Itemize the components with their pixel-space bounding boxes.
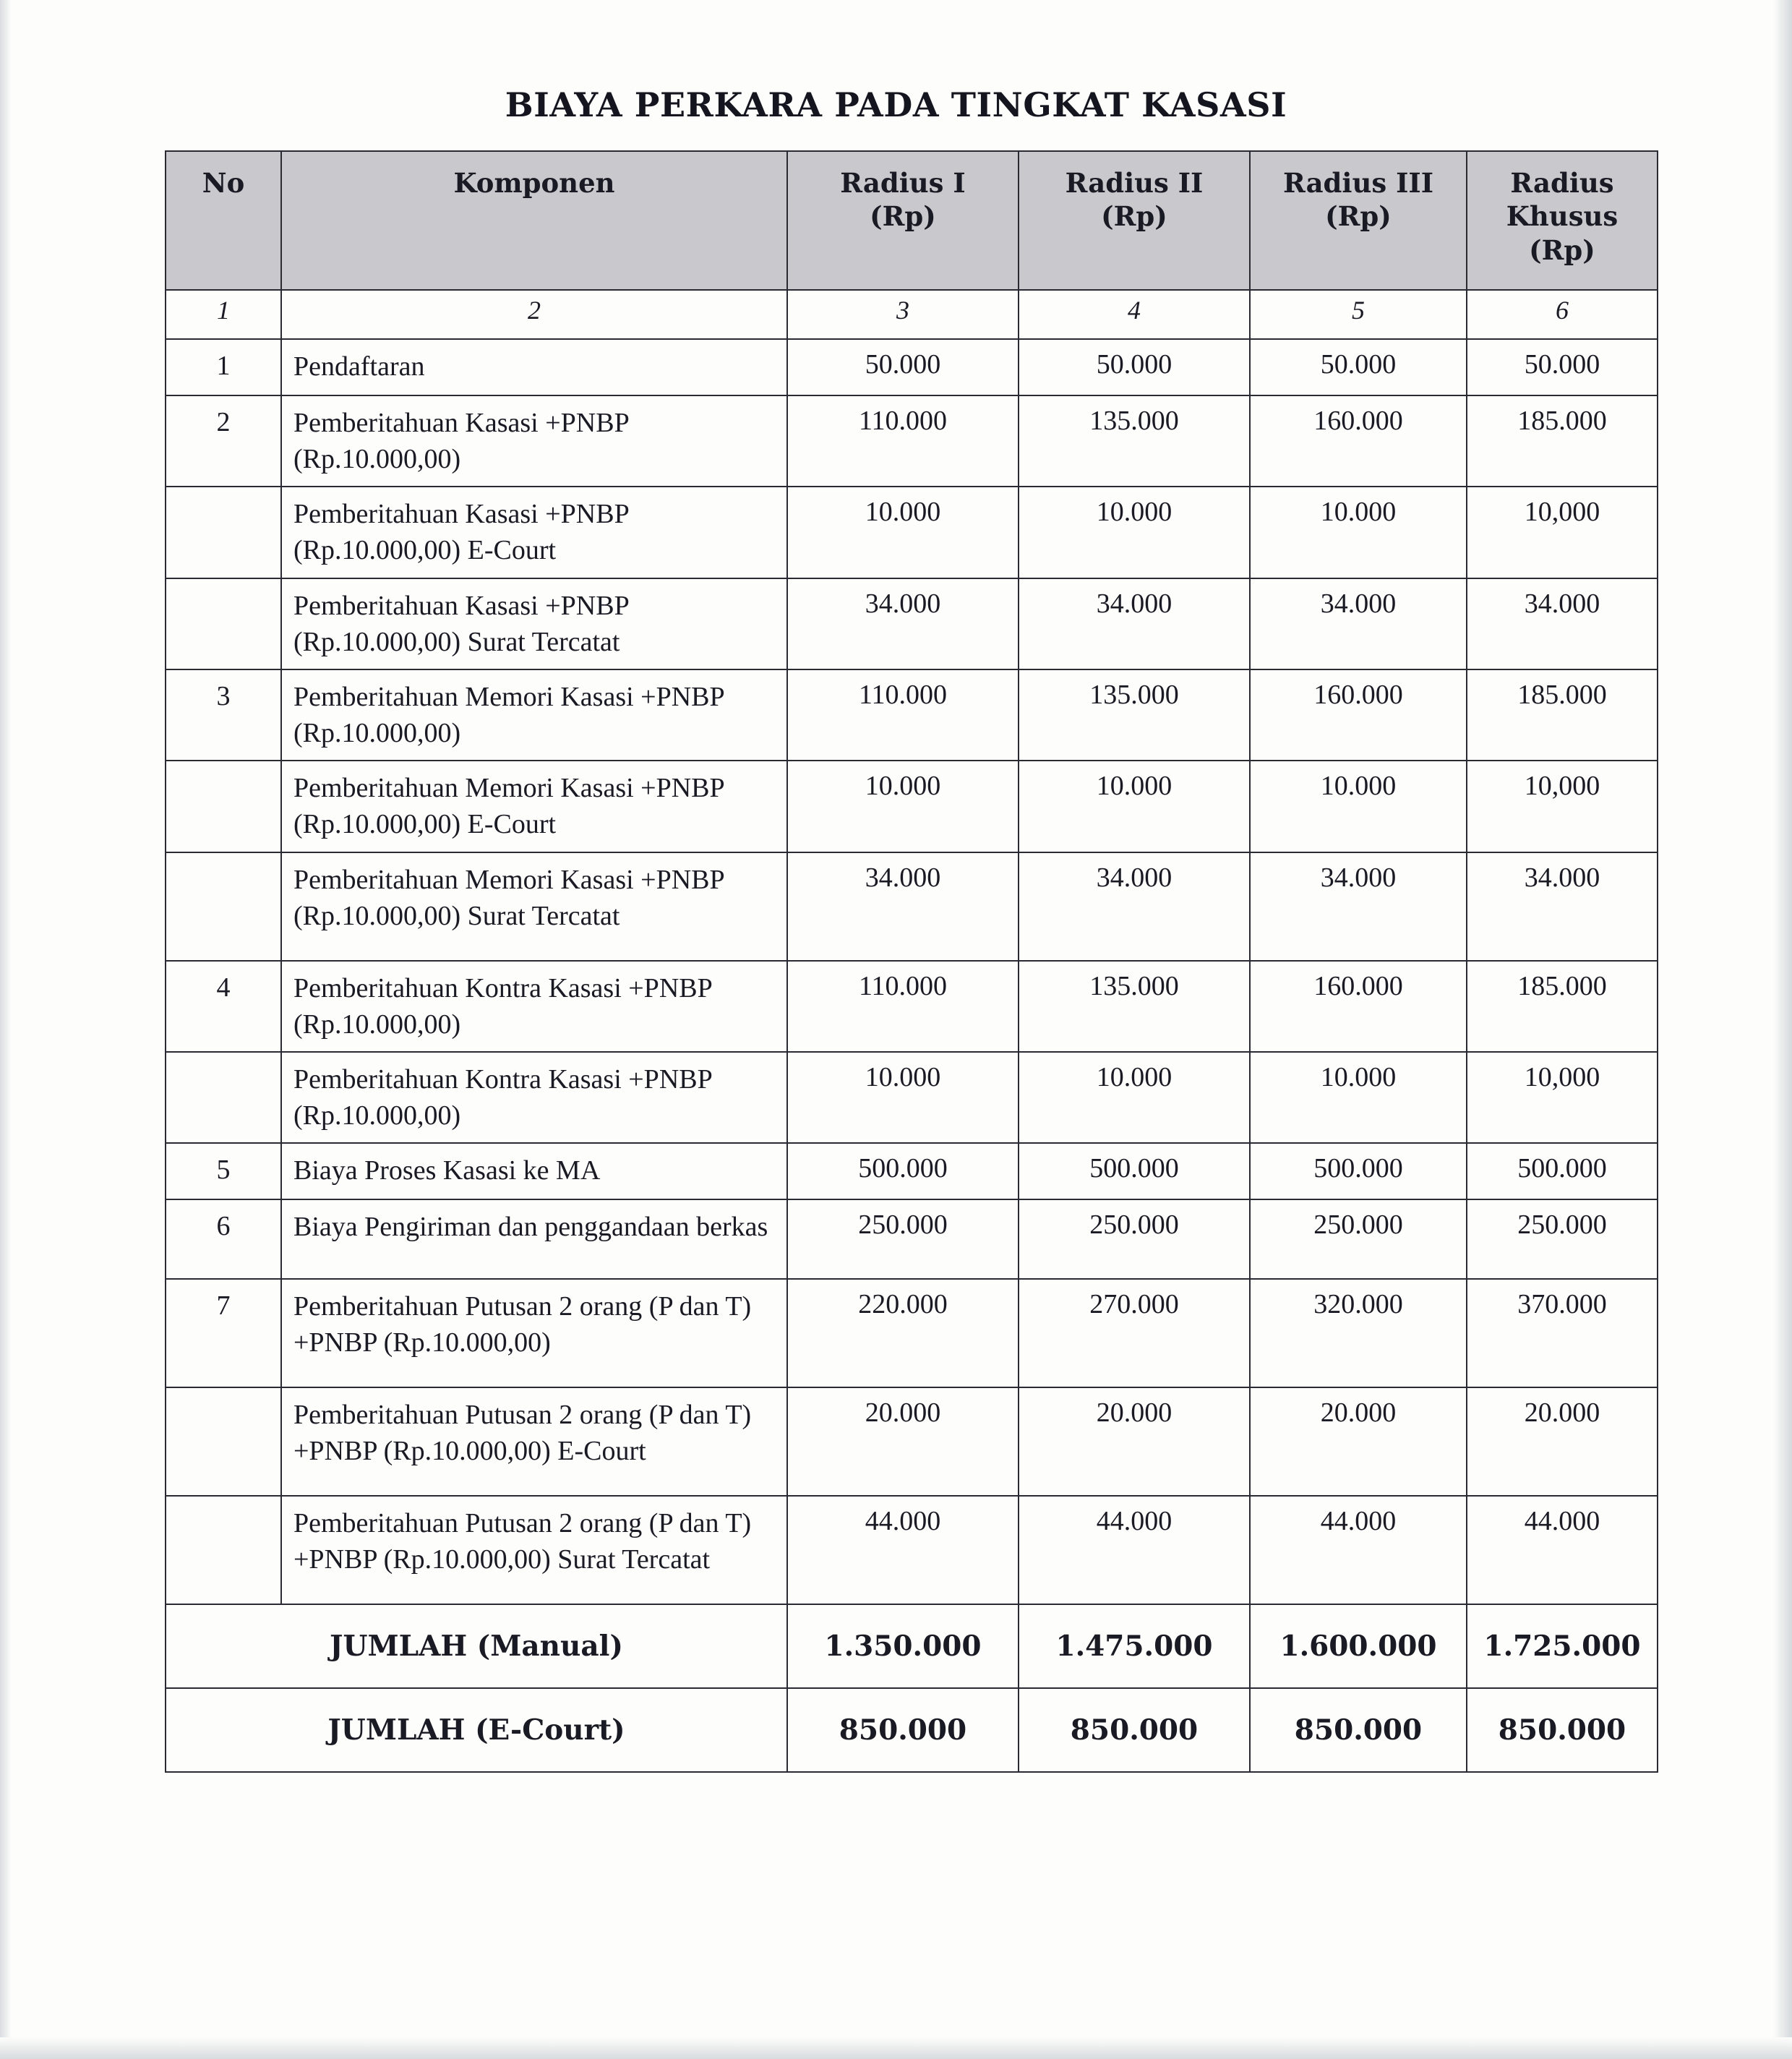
column-number-3: 3	[787, 290, 1019, 339]
column-number-4: 4	[1019, 290, 1250, 339]
table-row	[166, 669, 1658, 761]
row-radius-1: 20.000	[787, 1387, 1019, 1496]
row-radius-1: 34.000	[787, 852, 1019, 961]
row-radius-1: 10.000	[787, 761, 1019, 852]
row-radius-khusus: 185.000	[1467, 669, 1658, 761]
row-radius-3: 500.000	[1250, 1143, 1467, 1199]
table-row	[166, 487, 1658, 578]
column-number-6: 6	[1467, 290, 1658, 339]
row-komponen: Pemberitahuan Memori Kasasi +PNBP (Rp.10.000,00) Surat Tercatat	[281, 852, 787, 961]
header-radius-khusus-line2: Khusus	[1506, 200, 1619, 233]
row-no	[166, 1052, 281, 1143]
row-no	[166, 487, 281, 578]
header-radius-2	[1019, 151, 1250, 290]
row-komponen: Pemberitahuan Kasasi +PNBP (Rp.10.000,00) Surat Tercatat	[281, 578, 787, 669]
table-row	[166, 961, 1658, 1052]
table-row	[166, 1496, 1658, 1604]
table-row	[166, 578, 1658, 669]
row-radius-1: 44.000	[787, 1496, 1019, 1604]
row-komponen: Pendaftaran	[281, 339, 787, 395]
row-radius-2: 500.000	[1019, 1143, 1250, 1199]
total-manual-radius-1: 1.350.000	[787, 1604, 1019, 1688]
header-radius-1-line2: (Rp)	[870, 200, 936, 233]
row-radius-2: 44.000	[1019, 1496, 1250, 1604]
scan-edge-left	[0, 0, 12, 2059]
row-radius-1: 220.000	[787, 1279, 1019, 1387]
table-row	[166, 1052, 1658, 1143]
row-radius-2: 135.000	[1019, 669, 1250, 761]
row-radius-khusus: 10,000	[1467, 761, 1658, 852]
row-komponen: Pemberitahuan Putusan 2 orang (P dan T) +PNBP (Rp.10.000,00)	[281, 1279, 787, 1387]
row-radius-khusus: 34.000	[1467, 852, 1658, 961]
row-komponen: Pemberitahuan Putusan 2 orang (P dan T) +PNBP (Rp.10.000,00) E-Court	[281, 1387, 787, 1496]
table-row	[166, 852, 1658, 961]
scan-edge-bottom	[0, 2037, 1792, 2059]
row-radius-khusus: 10,000	[1467, 1052, 1658, 1143]
row-no: 3	[166, 669, 281, 761]
table-body	[166, 290, 1658, 1772]
column-number-row	[166, 290, 1658, 339]
row-radius-khusus: 44.000	[1467, 1496, 1658, 1604]
total-manual-radius-2: 1.475.000	[1019, 1604, 1250, 1688]
row-radius-2: 10.000	[1019, 761, 1250, 852]
total-label-ecourt: JUMLAH (E-Court)	[166, 1688, 787, 1772]
row-radius-khusus: 20.000	[1467, 1387, 1658, 1496]
row-no: 1	[166, 339, 281, 395]
column-number-1: 1	[166, 290, 281, 339]
table-header	[166, 151, 1658, 290]
header-radius-3-line1: Radius III	[1282, 167, 1434, 199]
row-radius-2: 34.000	[1019, 852, 1250, 961]
row-radius-1: 110.000	[787, 961, 1019, 1052]
row-no	[166, 761, 281, 852]
header-radius-khusus	[1467, 151, 1658, 290]
column-number-2: 2	[281, 290, 787, 339]
row-no	[166, 852, 281, 961]
row-no	[166, 1387, 281, 1496]
header-no: No	[166, 151, 281, 290]
row-komponen: Biaya Proses Kasasi ke MA	[281, 1143, 787, 1199]
header-radius-3-line2: (Rp)	[1325, 200, 1392, 233]
row-radius-1: 250.000	[787, 1199, 1019, 1279]
row-radius-1: 10.000	[787, 1052, 1019, 1143]
total-ecourt-radius-2: 850.000	[1019, 1688, 1250, 1772]
row-radius-1: 34.000	[787, 578, 1019, 669]
row-radius-2: 34.000	[1019, 578, 1250, 669]
total-ecourt-radius-3: 850.000	[1250, 1688, 1467, 1772]
row-no: 7	[166, 1279, 281, 1387]
row-radius-3: 34.000	[1250, 578, 1467, 669]
row-no: 2	[166, 395, 281, 487]
row-radius-3: 160.000	[1250, 669, 1467, 761]
row-radius-1: 110.000	[787, 669, 1019, 761]
row-radius-2: 250.000	[1019, 1199, 1250, 1279]
row-radius-2: 135.000	[1019, 395, 1250, 487]
row-komponen: Pemberitahuan Memori Kasasi +PNBP (Rp.10.000,00)	[281, 669, 787, 761]
row-radius-khusus: 10,000	[1467, 487, 1658, 578]
row-komponen: Pemberitahuan Memori Kasasi +PNBP (Rp.10.000,00) E-Court	[281, 761, 787, 852]
page-title: BIAYA PERKARA PADA TINGKAT KASASI	[505, 85, 1287, 124]
row-radius-3: 34.000	[1250, 852, 1467, 961]
row-radius-2: 135.000	[1019, 961, 1250, 1052]
header-komponen: Komponen	[281, 151, 787, 290]
row-radius-2: 270.000	[1019, 1279, 1250, 1387]
row-komponen: Pemberitahuan Kontra Kasasi +PNBP (Rp.10.000,00)	[281, 1052, 787, 1143]
row-no	[166, 578, 281, 669]
header-radius-khusus-line1: Radius	[1510, 167, 1614, 199]
table-row	[166, 339, 1658, 395]
row-radius-3: 50.000	[1250, 339, 1467, 395]
row-radius-1: 110.000	[787, 395, 1019, 487]
total-row-manual	[166, 1604, 1658, 1688]
total-ecourt-radius-khusus: 850.000	[1467, 1688, 1658, 1772]
row-radius-khusus: 500.000	[1467, 1143, 1658, 1199]
total-row-ecourt	[166, 1688, 1658, 1772]
row-radius-2: 10.000	[1019, 1052, 1250, 1143]
row-radius-3: 10.000	[1250, 1052, 1467, 1143]
header-radius-2-line1: Radius II	[1065, 167, 1204, 199]
row-radius-3: 10.000	[1250, 487, 1467, 578]
row-komponen: Pemberitahuan Putusan 2 orang (P dan T) +PNBP (Rp.10.000,00) Surat Tercatat	[281, 1496, 787, 1604]
row-radius-khusus: 185.000	[1467, 961, 1658, 1052]
row-radius-3: 20.000	[1250, 1387, 1467, 1496]
header-radius-khusus-line3: (Rp)	[1529, 234, 1595, 266]
table-row	[166, 1387, 1658, 1496]
header-radius-1	[787, 151, 1019, 290]
row-no: 5	[166, 1143, 281, 1199]
scan-edge-right	[1773, 0, 1792, 2059]
row-radius-3: 250.000	[1250, 1199, 1467, 1279]
row-radius-3: 160.000	[1250, 961, 1467, 1052]
row-radius-3: 10.000	[1250, 761, 1467, 852]
row-radius-2: 10.000	[1019, 487, 1250, 578]
row-radius-3: 160.000	[1250, 395, 1467, 487]
table-row	[166, 761, 1658, 852]
column-number-5: 5	[1250, 290, 1467, 339]
row-radius-1: 50.000	[787, 339, 1019, 395]
row-radius-khusus: 50.000	[1467, 339, 1658, 395]
row-no: 6	[166, 1199, 281, 1279]
row-radius-3: 320.000	[1250, 1279, 1467, 1387]
total-manual-radius-khusus: 1.725.000	[1467, 1604, 1658, 1688]
row-komponen: Biaya Pengiriman dan penggandaan berkas	[281, 1199, 787, 1279]
row-radius-khusus: 250.000	[1467, 1199, 1658, 1279]
row-no: 4	[166, 961, 281, 1052]
row-komponen: Pemberitahuan Kontra Kasasi +PNBP (Rp.10.000,00)	[281, 961, 787, 1052]
table-row	[166, 395, 1658, 487]
table-row	[166, 1199, 1658, 1279]
header-radius-3	[1250, 151, 1467, 290]
row-radius-1: 500.000	[787, 1143, 1019, 1199]
total-ecourt-radius-1: 850.000	[787, 1688, 1019, 1772]
row-radius-khusus: 370.000	[1467, 1279, 1658, 1387]
row-radius-1: 10.000	[787, 487, 1019, 578]
cost-table	[165, 150, 1658, 1773]
header-radius-1-line1: Radius I	[840, 167, 966, 199]
row-no	[166, 1496, 281, 1604]
row-radius-khusus: 34.000	[1467, 578, 1658, 669]
row-komponen: Pemberitahuan Kasasi +PNBP (Rp.10.000,00) E-Court	[281, 487, 787, 578]
row-radius-3: 44.000	[1250, 1496, 1467, 1604]
row-radius-2: 20.000	[1019, 1387, 1250, 1496]
header-radius-2-line2: (Rp)	[1101, 200, 1167, 233]
table-header-row	[166, 151, 1658, 290]
table-row	[166, 1279, 1658, 1387]
row-radius-2: 50.000	[1019, 339, 1250, 395]
table-row	[166, 1143, 1658, 1199]
total-manual-radius-3: 1.600.000	[1250, 1604, 1467, 1688]
row-radius-khusus: 185.000	[1467, 395, 1658, 487]
row-komponen: Pemberitahuan Kasasi +PNBP (Rp.10.000,00)	[281, 395, 787, 487]
total-label-manual: JUMLAH (Manual)	[166, 1604, 787, 1688]
